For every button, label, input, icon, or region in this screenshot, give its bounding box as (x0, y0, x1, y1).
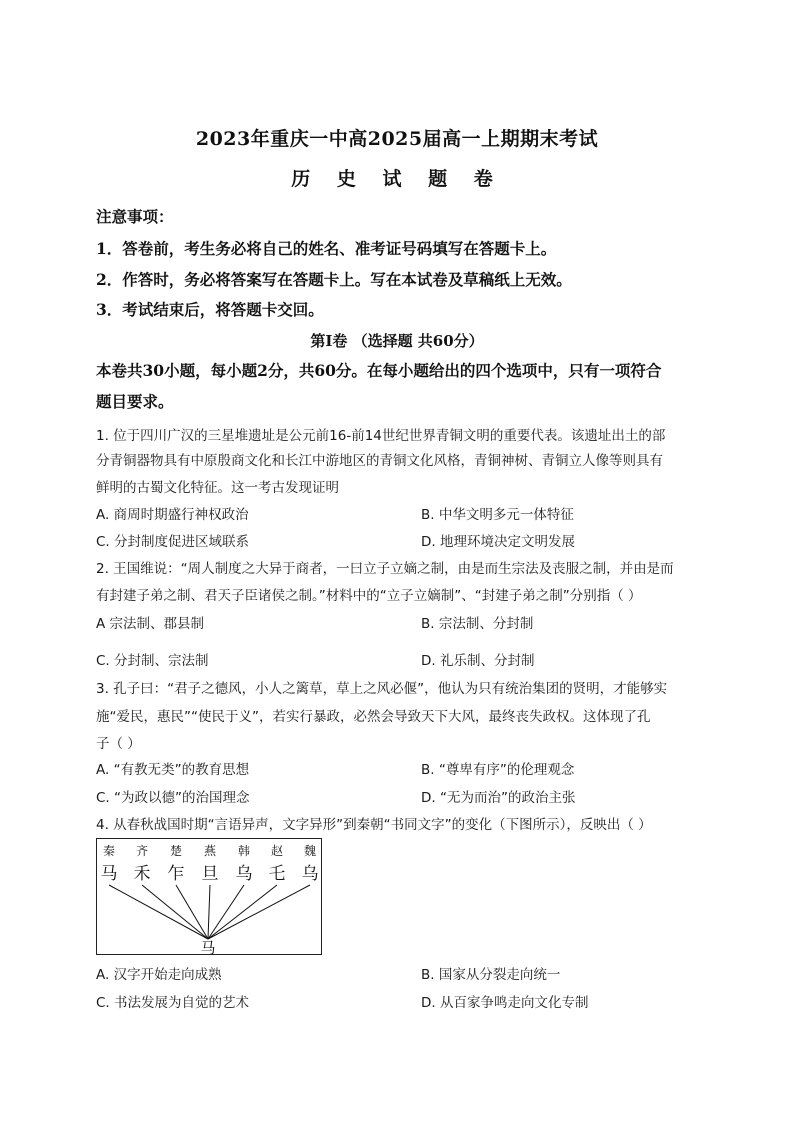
script-unification-figure (96, 838, 322, 955)
script-variant-han: 乌 (235, 864, 253, 884)
notes-item: 3．考试结束后，将答题卡交回。 (96, 300, 324, 319)
question-3-option-b[interactable]: B. “尊卑有序”的伦理观念 (421, 762, 575, 778)
state-label-han: 韩 (237, 844, 251, 858)
question-4-option-a[interactable]: A. 汉字开始走向成熟 (96, 967, 222, 983)
question-4-option-c[interactable]: C. 书法发展为自觉的艺术 (96, 995, 250, 1011)
notes-item: 2．作答时，务必将答案写在答题卡上。写在本试卷及草稿纸上无效。 (96, 270, 572, 289)
script-variant-qin: 马 (100, 864, 118, 884)
script-variant-chu: 乍 (167, 864, 185, 884)
script-variant-qi: 禾 (133, 864, 151, 884)
question-1-line: 分青铜器物具有中原殷商文化和长江中游地区的青铜文化风格，青铜神树、青铜立人像等则具有 (96, 453, 663, 469)
unified-script-character: 马 (200, 939, 216, 956)
connector-line (109, 885, 208, 939)
question-4-option-d[interactable]: D. 从百家争鸣走向文化专制 (421, 995, 589, 1011)
state-label-qin: 秦 (102, 844, 116, 858)
question-3-option-d[interactable]: D. “无为而治”的政治主张 (421, 790, 576, 806)
question-3-line: 3. 孔子曰：“君子之德风，小人之篱草，草上之风必偃”，他认为只有统治集团的贤明，才能够实 (96, 681, 668, 697)
notes-heading: 注意事项： (96, 207, 174, 226)
question-1-option-a[interactable]: A. 商周时期盛行神权政治 (96, 507, 249, 523)
question-2-option-a[interactable]: A 宗法制、郡县制 (96, 616, 205, 632)
question-2-option-d[interactable]: D. 礼乐制、分封制 (421, 653, 535, 669)
question-3-line: 子（ ） (96, 736, 141, 752)
script-unification-diagram (97, 839, 323, 956)
section-heading: 第Ⅰ卷 （选择题 共60分） (310, 332, 484, 350)
question-1-option-b[interactable]: B. 中华文明多元一体特征 (421, 507, 574, 523)
state-label-qi: 齐 (135, 844, 149, 858)
state-label-zhao: 赵 (270, 844, 284, 858)
notes-item: 1．答卷前，考生务必将自己的姓名、准考证号码填写在答题卡上。 (96, 239, 557, 258)
question-2-option-b[interactable]: B. 宗法制、分封制 (421, 616, 534, 632)
script-variant-wei: 乌 (301, 864, 319, 884)
question-3-option-c[interactable]: C. “为政以德”的治国理念 (96, 790, 250, 806)
connector-line (208, 885, 310, 939)
connector-line (208, 885, 277, 939)
question-2-option-c[interactable]: C. 分封制、宗法制 (96, 653, 209, 669)
state-label-yan: 燕 (203, 844, 217, 858)
connector-line (208, 885, 210, 939)
question-4-option-b[interactable]: B. 国家从分裂走向统一 (421, 967, 561, 983)
connector-line (208, 885, 244, 939)
question-4-line: 4. 从春秋战国时期“言语异声，文字异形”到秦朝“书同文字”的变化（下图所示），反映出（ ） (96, 817, 652, 833)
script-variant-zhao: 乇 (268, 864, 286, 884)
state-label-chu: 楚 (169, 844, 183, 858)
exam-subtitle: 历 史 试 题 卷 (291, 168, 503, 190)
state-label-wei: 魏 (303, 844, 317, 858)
script-variant-yan: 旦 (201, 864, 219, 884)
section-intro-line: 本卷共30小题，每小题2分，共60分。在每小题给出的四个选项中，只有一项符合 (96, 361, 662, 380)
question-3-option-a[interactable]: A. “有教无类”的教育思想 (96, 762, 250, 778)
exam-title: 2023年重庆一中高2025届高一上期期末考试 (195, 128, 599, 150)
question-1-line: 1. 位于四川广汉的三星堆遗址是公元前16-前14世纪世界青铜文明的重要代表。该遗址出土的部 (96, 428, 666, 444)
connector-line (176, 885, 208, 939)
section-intro-line: 题目要求。 (96, 392, 174, 411)
section-intro (96, 355, 702, 417)
question-2-line: 2. 王国维说：“周人制度之大异于商者，一曰立子立嫡之制，由是而生宗法及丧服之制，并由是而 (96, 561, 674, 577)
question-1-line: 鲜明的古蜀文化特征。这一考古发现证明 (96, 480, 339, 496)
question-1-option-d[interactable]: D. 地理环境决定文明发展 (421, 534, 575, 550)
question-1-option-c[interactable]: C. 分封制度促进区域联系 (96, 534, 250, 550)
connector-line (142, 885, 208, 939)
question-3-line: 施“爱民，惠民”“使民于义”，若实行暴政，必然会导致天下大风，最终丧失政权。这体现了孔 (96, 709, 651, 725)
question-2-line: 有封建子弟之制、君天子臣诸侯之制。”材料中的“立子立嫡制”、“封建子弟之制”分别指（ ） (96, 588, 642, 604)
